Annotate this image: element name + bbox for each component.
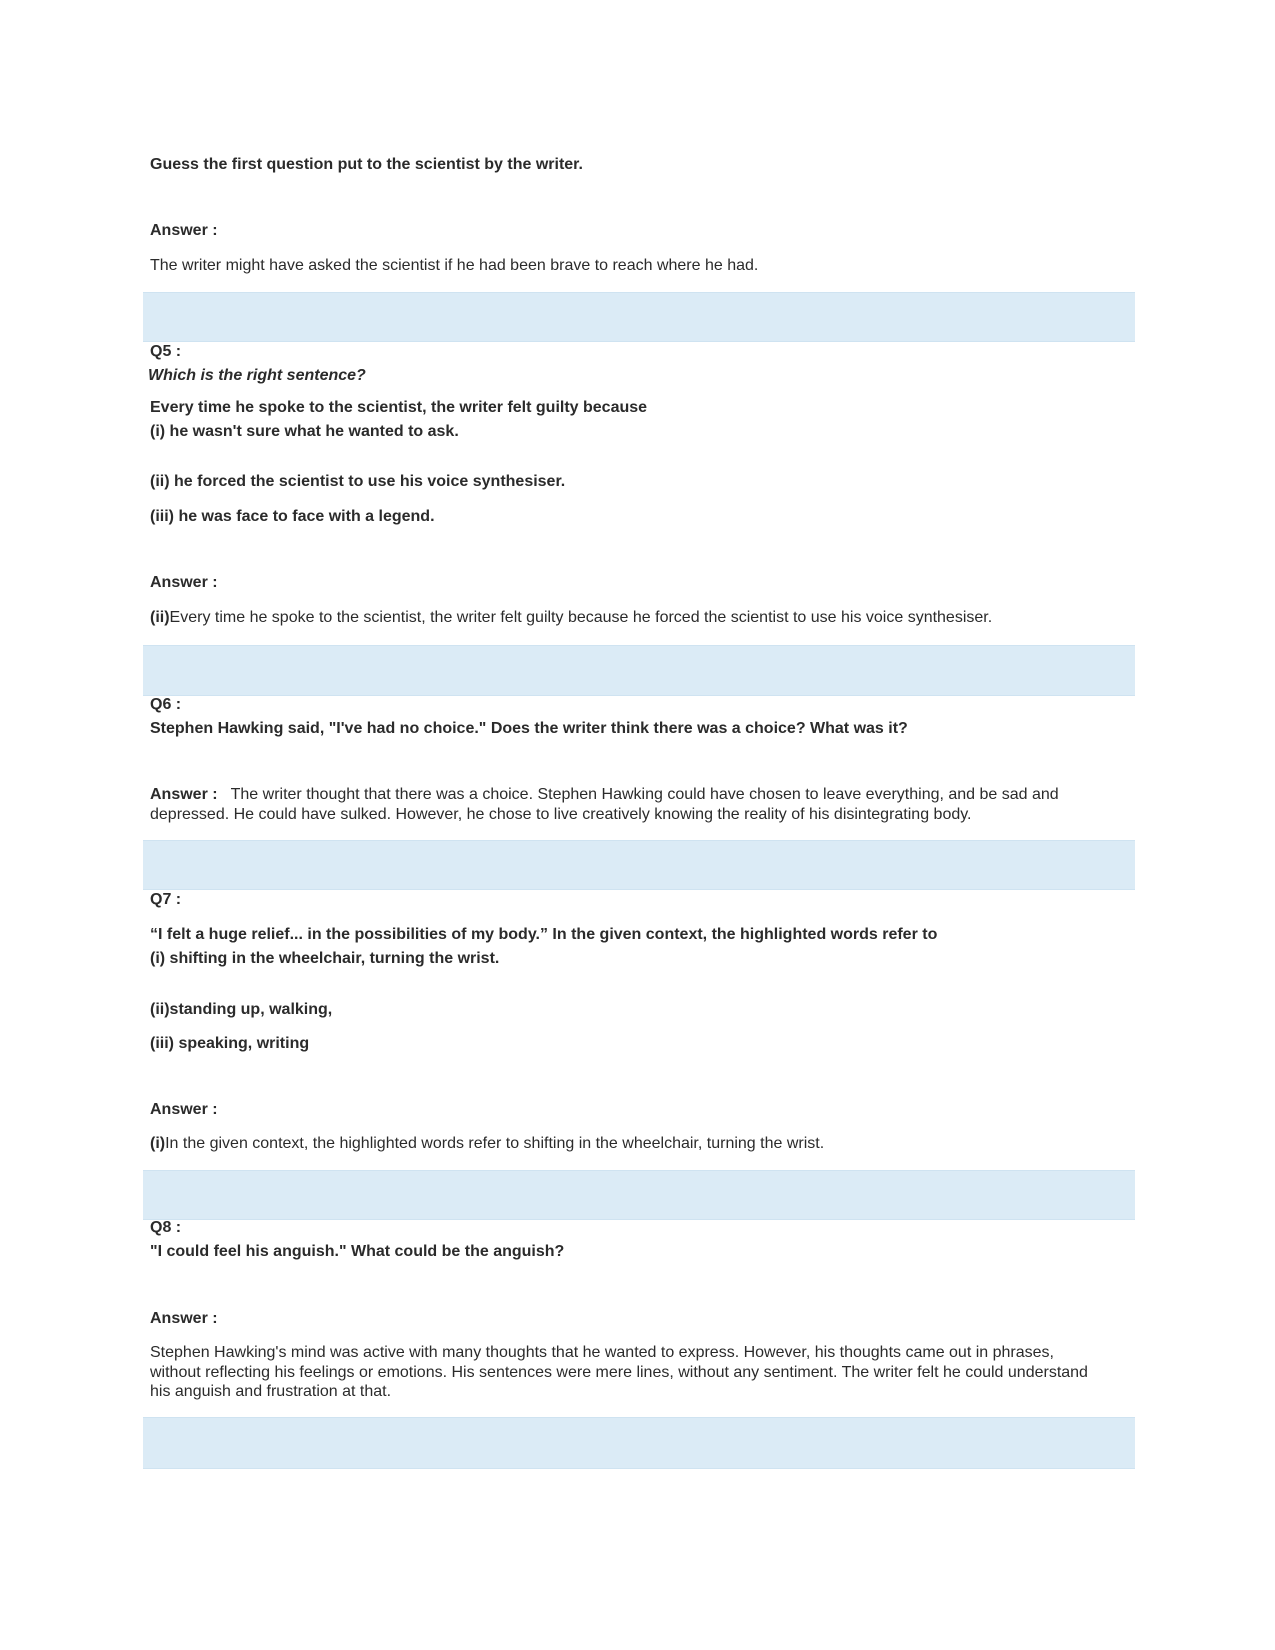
q4-answer-label: Answer : (150, 222, 218, 239)
separator-band (143, 292, 1135, 342)
q4-answer-text: The writer might have asked the scientist if he had been brave to reach where he had. (150, 257, 759, 274)
q6-question: Stephen Hawking said, "I've had no choice." Does the writer think there was a choice? What was it? (150, 720, 908, 737)
q5-answer (150, 608, 992, 628)
q5-answer-label: Answer : (150, 574, 218, 591)
q8-label: Q8 : (150, 1219, 182, 1236)
q6-answer-label: Answer : (150, 786, 218, 803)
q6-answer-text: The writer thought that there was a choice. Stephen Hawking could have chosen to leave everything, and be sad and depressed. He could have sulked. However, he chose to live creatively knowing the reality of his disintegrating body. (150, 786, 1059, 823)
separator-band (143, 1417, 1135, 1469)
q7-answer-prefix: (i) (150, 1135, 166, 1152)
q7-answer-label: Answer : (150, 1101, 218, 1118)
separator-band (143, 1170, 1135, 1220)
separator-band (143, 840, 1135, 890)
q8-answer-label: Answer : (150, 1310, 218, 1327)
q5-label: Q5 : (150, 343, 182, 360)
q7-stem: “I felt a huge relief... in the possibilities of my body.” In the given context, the highlighted words refer to (150, 926, 938, 943)
q7-answer-text: In the given context, the highlighted words refer to shifting in the wheelchair, turning the wrist. (165, 1135, 825, 1152)
q5-option-1: (i) he wasn't sure what he wanted to ask. (150, 423, 459, 440)
q4-question: Guess the first question put to the scientist by the writer. (150, 156, 583, 173)
q5-instruction: Which is the right sentence? (148, 367, 366, 384)
q7-answer (150, 1134, 824, 1154)
q7-label: Q7 : (150, 891, 182, 908)
separator-band (143, 645, 1135, 696)
q5-answer-prefix: (ii) (150, 609, 170, 626)
q8-question: "I could feel his anguish." What could be the anguish? (150, 1243, 565, 1260)
q7-option-2: (ii)standing up, walking, (150, 1001, 333, 1018)
q5-option-3: (iii) he was face to face with a legend. (150, 508, 435, 525)
q5-option-2: (ii) he forced the scientist to use his voice synthesiser. (150, 473, 566, 490)
q5-stem: Every time he spoke to the scientist, the writer felt guilty because (150, 399, 648, 416)
q6-answer (150, 785, 1100, 824)
q7-option-3: (iii) speaking, writing (150, 1035, 310, 1052)
q7-option-1: (i) shifting in the wheelchair, turning the wrist. (150, 950, 500, 967)
q8-answer-text: Stephen Hawking's mind was active with many thoughts that he wanted to express. However, his thoughts came out in phrases, without reflecting his feelings or emotions. His sentences were mere lines, without any sentiment. The writer felt he could understand his anguish and frustration at that. (150, 1344, 1088, 1400)
q5-answer-text: Every time he spoke to the scientist, the writer felt guilty because he forced the scientist to use his voice synthesiser. (169, 609, 993, 626)
q6-label: Q6 : (150, 696, 182, 713)
